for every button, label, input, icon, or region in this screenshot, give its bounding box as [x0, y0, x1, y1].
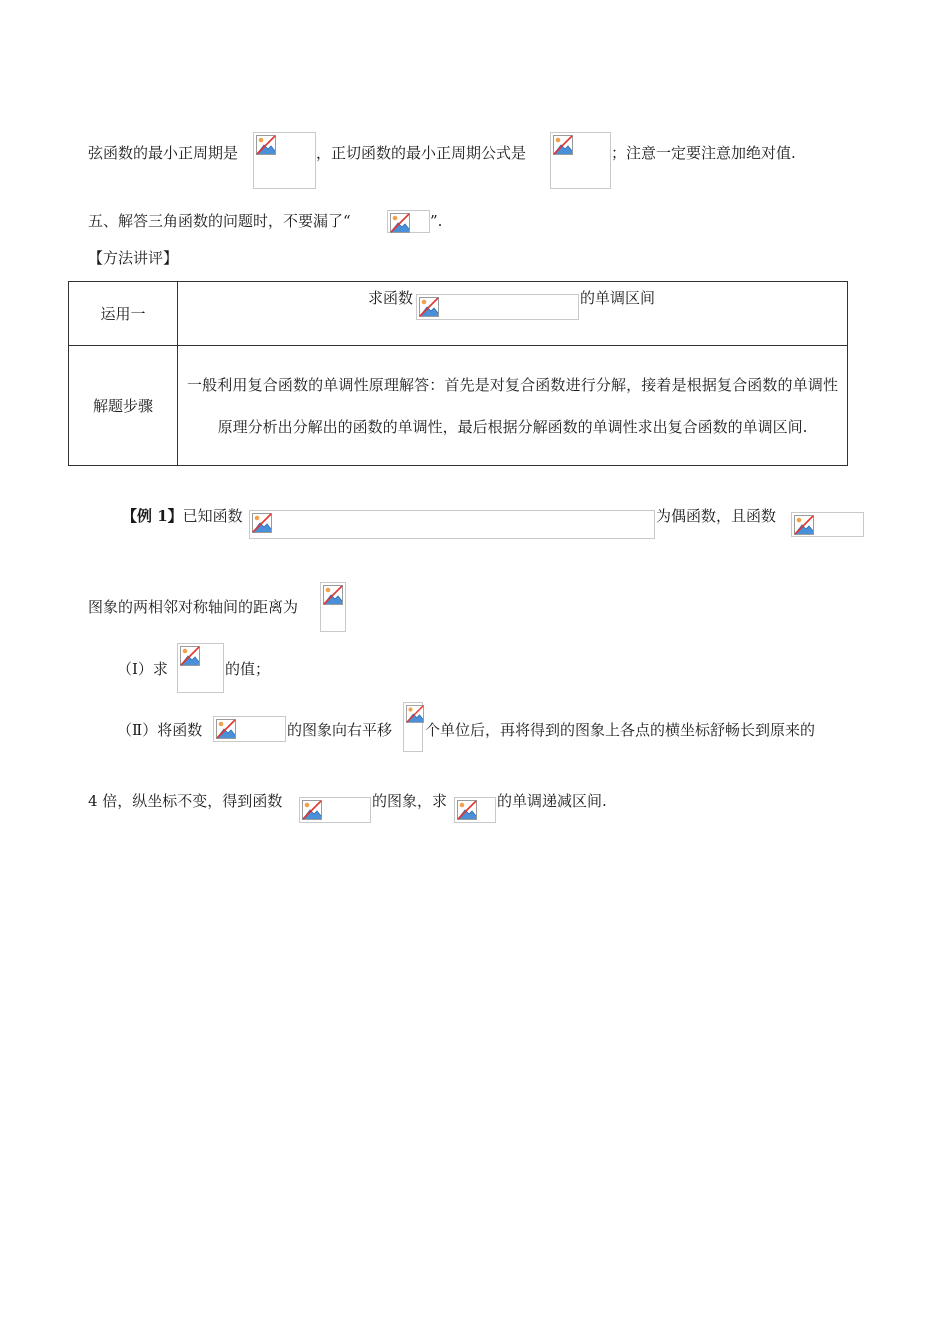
formula-image-second-function — [791, 512, 864, 537]
example-symmetry: 图象的两相邻对称轴间的距离为 — [88, 598, 299, 616]
question-2-line2: 4 倍，纵坐标不变，得到函数 — [88, 792, 283, 810]
section-heading: 【方法讲评】 — [88, 249, 179, 267]
formula-image-result-function — [299, 797, 371, 823]
broken-image-icon — [794, 515, 814, 535]
formula-image-value — [177, 643, 224, 693]
broken-image-icon — [406, 705, 424, 723]
row-content-application — [178, 282, 848, 346]
broken-image-icon — [457, 800, 477, 820]
row-label-steps: 解题步骤 — [69, 346, 178, 466]
paragraph-period-mid: ，正切函数的最小正周期公式是 — [316, 144, 527, 162]
broken-image-icon — [302, 800, 322, 820]
formula-image-sine-period — [253, 132, 316, 189]
broken-image-icon — [256, 135, 276, 155]
question-2-shift: 的图象向右平移 — [287, 721, 393, 739]
task-prefix: 求函数 — [368, 289, 414, 307]
question-2-ask: 的图象，求 — [372, 792, 448, 810]
formula-image-target — [454, 797, 496, 823]
broken-image-icon — [216, 719, 236, 739]
formula-image-shift-amount — [403, 702, 423, 752]
broken-image-icon — [419, 297, 439, 317]
table-row — [69, 282, 848, 346]
example-intro: 【例 1】已知函数 — [122, 507, 243, 525]
question-1-prefix: （Ⅰ）求 — [117, 660, 168, 678]
task-suffix: 的单调区间 — [580, 289, 656, 307]
broken-image-icon — [553, 135, 573, 155]
formula-image-quoted — [387, 210, 430, 233]
question-2-stretch: 个单位后，再将得到的图象上各点的横坐标舒畅长到原来的 — [425, 721, 816, 739]
formula-image-distance — [320, 582, 346, 632]
row-label-application: 运用一 — [69, 282, 178, 346]
example-tag: 【例 1】 — [122, 507, 183, 525]
broken-image-icon — [180, 646, 200, 666]
formula-image-tangent-period — [550, 132, 611, 189]
question-1-suffix: 的值； — [225, 660, 271, 678]
paragraph-five-end: ”. — [430, 212, 443, 230]
row-content-steps — [178, 346, 848, 466]
paragraph-five: 五、解答三角函数的问题时，不要漏了“ — [88, 212, 351, 230]
table-row — [69, 346, 848, 466]
paragraph-period: 弦函数的最小正周期是 — [88, 144, 239, 162]
method-table — [68, 281, 848, 466]
formula-image-even-function — [249, 510, 655, 539]
broken-image-icon — [323, 585, 343, 605]
question-2-end: 的单调递减区间. — [497, 792, 607, 810]
formula-image-function — [416, 294, 579, 320]
steps-text: 一般利用复合函数的单调性原理解答：首先是对复合函数进行分解，接着是根据复合函数的单调性原理分析出分解出的函数的单调性，最后根据分解函数的单调性求出复合函数的单调区间. — [187, 375, 838, 436]
broken-image-icon — [252, 513, 272, 533]
question-2-prefix: （Ⅱ）将函数 — [117, 721, 203, 739]
paragraph-period-end: ；注意一定要注意加绝对值. — [611, 144, 796, 162]
example-intro-mid: 为偶函数，且函数 — [656, 507, 777, 525]
formula-image-shift-function — [213, 716, 286, 742]
broken-image-icon — [390, 213, 410, 233]
